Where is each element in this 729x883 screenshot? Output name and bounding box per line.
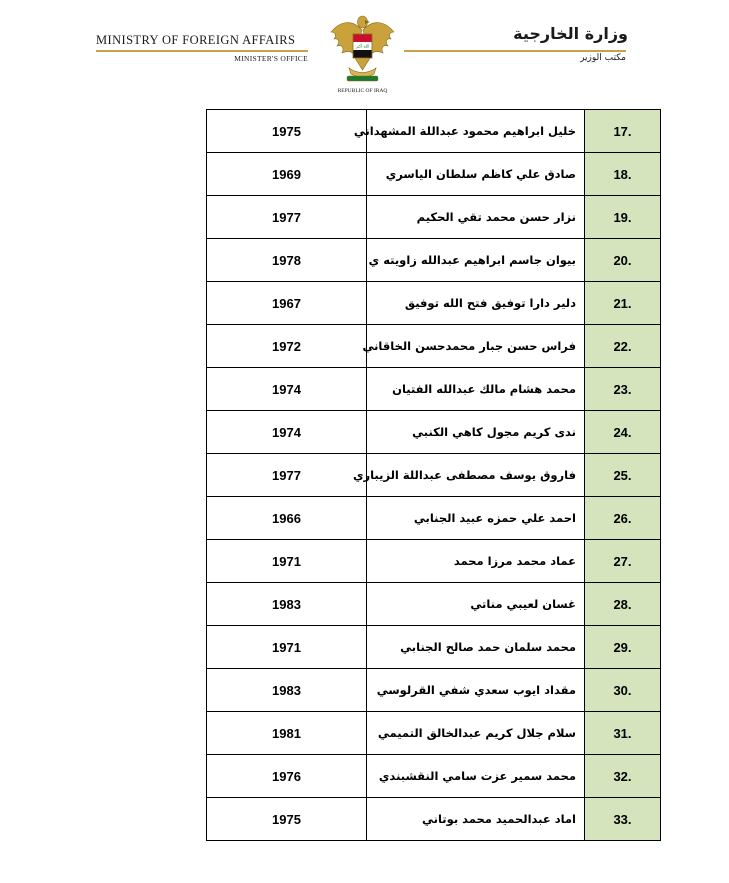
office-subtitle-english: MINISTER'S OFFICE <box>234 54 308 63</box>
birth-year-cell: 1978 <box>207 239 367 282</box>
full-name-cell: احمد علي حمزه عبيد الجنابي <box>367 497 585 540</box>
row-number-cell: 29. <box>585 626 661 669</box>
full-name-cell: غسان لعيبي مناتي <box>367 583 585 626</box>
birth-year-cell: 1981 <box>207 712 367 755</box>
row-number-cell: 30. <box>585 669 661 712</box>
office-subtitle-arabic: مكتب الوزير <box>580 53 626 63</box>
full-name-cell: محمد سلمان حمد صالح الجنابي <box>367 626 585 669</box>
table-row <box>207 669 661 712</box>
ministry-title-arabic: وزارة الخارجية <box>513 24 628 43</box>
birth-year-cell: 1983 <box>207 583 367 626</box>
birth-year-cell: 1971 <box>207 626 367 669</box>
names-table <box>206 109 661 841</box>
table-row <box>207 626 661 669</box>
birth-year-cell: 1975 <box>207 798 367 841</box>
full-name-cell: عماد محمد مرزا محمد <box>367 540 585 583</box>
row-number-cell: 32. <box>585 755 661 798</box>
birth-year-cell: 1969 <box>207 153 367 196</box>
full-name-cell: نزار حسن محمد تقي الحكيم <box>367 196 585 239</box>
table-row <box>207 755 661 798</box>
letterhead <box>0 0 729 105</box>
birth-year-cell: 1967 <box>207 282 367 325</box>
table-row <box>207 798 661 841</box>
full-name-cell: محمد هشام مالك عبدالله الفتيان <box>367 368 585 411</box>
full-name-cell: محمد سمير عزت سامي النقشبندي <box>367 755 585 798</box>
row-number-cell: 18. <box>585 153 661 196</box>
birth-year-cell: 1974 <box>207 368 367 411</box>
emblem-takbir-text: الله أكبر <box>355 43 370 49</box>
full-name-cell: صادق علي كاظم سلطان الياسري <box>367 153 585 196</box>
english-title-underline <box>96 50 308 52</box>
row-number-cell: 23. <box>585 368 661 411</box>
birth-year-cell: 1974 <box>207 411 367 454</box>
table-row <box>207 282 661 325</box>
table-row <box>207 712 661 755</box>
full-name-cell: فاروق يوسف مصطفى عبداللة الزيباري <box>367 454 585 497</box>
full-name-cell: سلام جلال كريم عبدالخالق التميمي <box>367 712 585 755</box>
birth-year-cell: 1975 <box>207 110 367 153</box>
row-number-cell: 27. <box>585 540 661 583</box>
table-row <box>207 196 661 239</box>
full-name-cell: خليل ابراهيم محمود عبداللة المشهداني <box>367 110 585 153</box>
row-number-cell: 28. <box>585 583 661 626</box>
row-number-cell: 19. <box>585 196 661 239</box>
table-row <box>207 239 661 282</box>
row-number-cell: 31. <box>585 712 661 755</box>
row-number-cell: 20. <box>585 239 661 282</box>
arabic-title-underline <box>404 50 626 52</box>
birth-year-cell: 1966 <box>207 497 367 540</box>
emblem-caption: REPUBLIC OF IRAQ <box>337 88 388 94</box>
table-row <box>207 454 661 497</box>
table-row <box>207 583 661 626</box>
row-number-cell: 33. <box>585 798 661 841</box>
ministry-title-english: MINISTRY OF FOREIGN AFFAIRS <box>96 33 296 47</box>
row-number-cell: 22. <box>585 325 661 368</box>
row-number-cell: 17. <box>585 110 661 153</box>
table-row <box>207 325 661 368</box>
full-name-cell: مقداد ايوب سعدي شفي القرلوسي <box>367 669 585 712</box>
birth-year-cell: 1977 <box>207 196 367 239</box>
iraq-eagle-emblem-icon <box>325 8 400 98</box>
table-row <box>207 110 661 153</box>
birth-year-cell: 1976 <box>207 755 367 798</box>
names-table-body <box>207 110 661 841</box>
row-number-cell: 24. <box>585 411 661 454</box>
full-name-cell: بيوان جاسم ابراهيم عبدالله زاويته ي <box>367 239 585 282</box>
birth-year-cell: 1983 <box>207 669 367 712</box>
table-row <box>207 411 661 454</box>
row-number-cell: 25. <box>585 454 661 497</box>
row-number-cell: 26. <box>585 497 661 540</box>
table-row <box>207 368 661 411</box>
row-number-cell: 21. <box>585 282 661 325</box>
full-name-cell: ندى كريم مجول كاهي الكنبي <box>367 411 585 454</box>
full-name-cell: فراس حسن جبار محمدحسن الخاقاني <box>367 325 585 368</box>
full-name-cell: دلير دارا توفيق فتح الله توفيق <box>367 282 585 325</box>
birth-year-cell: 1971 <box>207 540 367 583</box>
table-row <box>207 497 661 540</box>
table-row <box>207 153 661 196</box>
full-name-cell: اماد عبدالحميد محمد بوتاني <box>367 798 585 841</box>
birth-year-cell: 1972 <box>207 325 367 368</box>
table-row <box>207 540 661 583</box>
birth-year-cell: 1977 <box>207 454 367 497</box>
